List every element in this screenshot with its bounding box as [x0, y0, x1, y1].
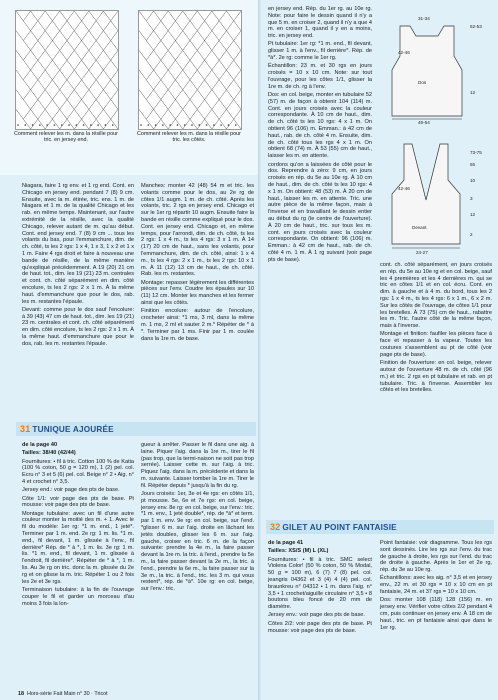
mesh-line: [154, 109, 169, 119]
mesh-line: [212, 50, 227, 60]
page-spine: [258, 0, 262, 700]
mesh-line: [168, 11, 183, 21]
stitch-dot: [235, 124, 237, 126]
text-col3-bottom: [268, 540, 372, 636]
mesh-line: [23, 80, 38, 90]
stitch-dot: [24, 124, 26, 126]
mesh-line: [168, 109, 183, 119]
mesh-diagram-left: [15, 10, 119, 130]
mesh-line: [154, 70, 169, 80]
stitch-dot: [147, 124, 149, 126]
paragraph: Dos: monter 108 (118) 128 (156) m. en jersey env. Vérifier votre côtes 2/2 pendant 4 cm, puis continuer en jersey env. À 18 cm de haut., tric. en pt fantaisie ainsi que dans le 1er rg.: [380, 597, 492, 631]
dim-label: 73-75: [470, 150, 482, 155]
mesh-line: [146, 60, 161, 70]
paragraph: Finition de l'ouverture: en col. beige, relever autour de l'ouverture 48 m. de ch. côté (96 m.) et tric. 2 rgs en pt tubulaire et rab. en pt tubulaire. Tric. à l'inverse. Assembler les côtés et les bretelles.: [380, 360, 492, 394]
mesh-diagram-right: [138, 10, 242, 130]
mesh-line: [82, 80, 97, 90]
mesh-line: [45, 11, 60, 21]
mesh-line: [226, 50, 241, 60]
mesh-line: [96, 100, 111, 110]
mesh-line: [82, 21, 97, 31]
paragraph: Terminaison tubulaire: à la fin de l'ouvrage couper le fil et garder un morceau d'au moins 3 fois la lon-: [22, 586, 134, 607]
mesh-line: [23, 41, 38, 51]
stitch-dot: [140, 124, 142, 126]
text-col4-bottom: [380, 540, 492, 633]
mesh-line: [190, 60, 205, 70]
dim-label: 2: [470, 232, 473, 237]
schematic-drawing: [378, 4, 494, 259]
mesh-line: [146, 119, 161, 129]
mesh-line: [111, 41, 118, 51]
mesh-line: [154, 31, 169, 41]
mesh-line: [96, 21, 111, 31]
paragraph: Côte 1/1: voir page des pts de base. Pt mousse: voir page des pts de base.: [22, 495, 134, 509]
mesh-line: [23, 60, 38, 70]
mesh-line: [161, 21, 176, 31]
mesh-line: [219, 41, 234, 51]
mesh-line: [103, 31, 118, 41]
section-number: 32: [270, 522, 281, 532]
mesh-line: [212, 70, 227, 80]
mesh-line: [111, 80, 118, 90]
mesh-line: [38, 119, 53, 129]
mesh-line: [175, 80, 190, 90]
mesh-line: [146, 21, 161, 31]
mesh-line: [226, 70, 241, 80]
paragraph: Finition encolure: autour de l'encolure, crocheter ainsi: *1 ms, 3 ml, dans la même m. 1 ms, 2 ml et sauter 2 m.* Répéter de * à *. Terminer par 1 ms. Finir par 1 m. coulée dans la 1re m. de base.: [141, 308, 254, 342]
mesh-line: [89, 50, 104, 60]
schematic-panel: [378, 4, 494, 259]
mesh-line: [16, 50, 31, 60]
stitch-dot: [213, 124, 215, 126]
caption-left: Comment relever les m. dans la résille pour tric. en jersey end.: [14, 131, 118, 144]
stitch-dot: [32, 124, 34, 126]
dim-label: 55: [470, 162, 476, 167]
mesh-line: [45, 31, 60, 41]
mesh-line: [89, 109, 104, 119]
mesh-line: [111, 119, 118, 129]
mesh-line: [52, 60, 67, 70]
mesh-line: [226, 109, 241, 119]
mesh-line: [146, 80, 161, 90]
text-col2-bottom: [141, 442, 254, 595]
mesh-line: [183, 109, 198, 119]
mesh-line: [139, 109, 154, 119]
publication-name: Hors-série Fait Main n° 30 · Tricot: [27, 691, 108, 697]
mesh-line: [16, 109, 31, 119]
mesh-line: [38, 60, 53, 70]
mesh-line: [31, 50, 46, 60]
mesh-line: [168, 90, 183, 100]
mesh-line: [31, 11, 46, 21]
paragraph: en jersey end. Rép. du 1er rg. au 10e rg. Note: pour faire le dessin quand il n'y a que 5 m. en croiser 2, quand il n'y a que 4 m. en croiser 1, quand il y en a moins, tric. en jersey end.: [268, 6, 372, 40]
mesh-line: [52, 100, 67, 110]
mesh-line: [89, 31, 104, 41]
mesh-line: [175, 119, 190, 129]
mesh-line: [52, 41, 67, 51]
mesh-line: [205, 100, 220, 110]
mesh-line: [168, 70, 183, 80]
ref-page: de la page 41: [268, 540, 304, 546]
paragraph: Côtes 2/2: voir page des pts de base. Pt mousse: voir page des pts de base.: [268, 620, 372, 634]
mesh-line: [197, 90, 212, 100]
mesh-line: [183, 11, 198, 21]
mesh-line: [38, 100, 53, 110]
mesh-line: [175, 100, 190, 110]
dim-label: 31-34: [418, 16, 430, 21]
stitch-dot: [198, 124, 200, 126]
mesh-line: [74, 50, 89, 60]
mesh-line: [31, 90, 46, 100]
paragraph: Échantillons: avec les aig. n° 3,5 et en jersey env., 22 m. et 30 rgs = 10 x 10 cm en pt fantaisie, 24 m. et 37 rgs = 10 x 10 cm.: [380, 575, 492, 596]
mesh-line: [111, 21, 118, 31]
mesh-line: [139, 11, 154, 21]
mesh-line: [183, 31, 198, 41]
stitch-dot: [155, 124, 157, 126]
paragraph: Fournitures: • fil à tric. Cotton 100 % de Katia (100 % coton, 50 g = 120 m), 1 (2) pel. col. Ecru n° 3 et 5 (6) pel. col. Beige n° 2 • Aig. n° 4 et crochet n° 3,5.: [22, 458, 134, 485]
paragraph: Point fantaisie: voir diagramme. Tous les rgs sont dessinés. Lire les rgs sur l'env. du trac de gauche à droite, les rgs sur l'end. du trac de droite à gauche. Après le 1er et 2e rg, rép. du 3e au 10e rg.: [380, 540, 492, 574]
mesh-line: [23, 21, 38, 31]
mesh-line: [52, 80, 67, 90]
sizes: Tailles: XS/S (M) L (XL): [268, 548, 329, 555]
mesh-line: [197, 109, 212, 119]
mesh-line: [96, 41, 111, 51]
mesh-line: [82, 41, 97, 51]
stitch-dot: [97, 124, 99, 126]
mesh-line: [52, 119, 67, 129]
text-col4: [380, 262, 492, 396]
mesh-line: [190, 41, 205, 51]
stitch-dot: [83, 124, 85, 126]
paragraph: gueur à arrêter. Passer le fil dans une aig. à laine. Piquer l'aig. dans la 1re m., tirer le fil (pas trop, que la termi-naison ne soit pas trop serrée). Laisser cette m. sur l'aig. à tric. Piquez l'aig. dans la m. précédente et dans la m. suivante. Laisser tomber la 1re m. Tirer le fil. Répéter depuis * jusqu'à la fin du rg.: [141, 442, 254, 489]
mesh-line: [60, 90, 75, 100]
paragraph: Jersey env.: voir page des pts de base.: [268, 612, 365, 619]
stitch-dot: [68, 124, 70, 126]
mesh-line: [205, 119, 220, 129]
footer: [18, 691, 108, 697]
dim-label: 42-46: [398, 50, 410, 55]
ref-page: de la page 40: [22, 442, 58, 448]
page-number: 18: [18, 691, 24, 697]
mesh-line: [161, 100, 176, 110]
paragraph: Montage et finition: faufiler les pièces face à face et repasser à la vapeur. Toutes les coutures s'assemblent au pt de côté (voir page pts de base).: [380, 331, 492, 358]
mesh-line: [16, 70, 31, 80]
stitch-dot: [184, 124, 186, 126]
mesh-line: [190, 100, 205, 110]
mesh-line: [38, 80, 53, 90]
mesh-line: [103, 90, 118, 100]
mesh-line: [23, 100, 38, 110]
stitch-dot: [39, 124, 41, 126]
mesh-line: [82, 100, 97, 110]
stitch-dot: [46, 124, 48, 126]
mesh-line: [96, 119, 111, 129]
mesh-line: [103, 70, 118, 80]
mesh-line: [139, 50, 154, 60]
mesh-line: [60, 31, 75, 41]
section-title: TUNIQUE AJOURÉE: [32, 425, 114, 434]
section-title: GILET AU POINT FANTAISIE: [282, 523, 397, 532]
mesh-line: [96, 80, 111, 90]
stitch-dot: [54, 124, 56, 126]
text-col2: [141, 183, 254, 344]
mesh-line: [190, 21, 205, 31]
mesh-line: [16, 11, 31, 21]
mesh-line: [146, 100, 161, 110]
mesh-line: [60, 109, 75, 119]
mesh-line: [161, 60, 176, 70]
stitch-dot: [228, 124, 230, 126]
mesh-line: [197, 11, 212, 21]
text-col1-bottom: [22, 442, 134, 609]
paragraph: Jours croisés: 1er, 3e et 4e rgs: en côtés 1/1, pt mousse. 5e, 6e et 7e rgs: en col. beige, jersey env. 8e rg: en col. beige, sur l'env.: tric. *1 m. env., 1 jeté double*, rép. de *à* et term. par 1 m. env. 9e rg: en col. beige, sur l'end. *glisser 6 m. sur l'aig. droite en lâchant les jetés doubles, glisser les 6 m. sur l'aig. gauche, croiser en tric. 6 m. de la façon suivante: prendre la 4e m., la faire passer devant la 1re m. la tric. à l'end., prendre la 5e m., la faire passer devant la 2e m., la tric. à l'end., prendre la 6e m., la faire passer sur la 3e m., la tric. à l'end., tric. les 3 m. qui vous restent*, rép. de *à*. 10e rg: en col. beige, sur l'env.: tric.: [141, 491, 254, 593]
mesh-line: [161, 119, 176, 129]
mesh-line: [60, 70, 75, 80]
mesh-line: [31, 109, 46, 119]
mesh-line: [16, 31, 31, 41]
paragraph: cordons qu'on a laissées de côté pour le dos. Reprendre à zéro: 9 cm, en jours croisés en rép. du 5e au 10e rg. À 10 cm de haut., dim. de ch. côté ts les 10 rgs: 4 x 1 m. On obtient: 48 (53) m. À 20 cm de haut., laisser les m. en attente. Tric. une autre pièce de la même façon, mais à l'inverse et en travaillant le dessin entier au début du rg (le centre de l'ouverture). À 20 cm de haut., tric. sur tous les m. cont. en jours croisés avec la couleur correspondante. On obtient: 96 (106) m. Emman.: à 42 cm de haut., rab. de ch. côté 4 m. 1 m. À 1 rg suivant (voir page pts de base).: [268, 161, 372, 263]
mesh-line: [45, 109, 60, 119]
mesh-line: [197, 70, 212, 80]
paragraph: Manches: monter 42 (48) 54 m et tric. les volants comme pour le dos, au 2e rg de côtes 1/1 augm. 1 m. de ch. côté. Après les volants, tric. 2 rgs en jersey end. Chicago et sur le 1er rg répartir 10 augm. Ensuite faire la bande en résille comme expliqué pour le dos. Cont. en jersey end. Chicago et, en même temps, pour l'arrondi, dim. de ch. côté, ts les 2 rgs: 1 x 4 m., ts les 4 rgs: 3 x 1 m. À 14 (17) 20 cm de haut., sans les volants, pour l'emmanchure, dim. de ch. côté, ainsi: 1 x 4 m., ts les 4 rgs: 2 x 1 m., ts les 2 rgs: 10 x 1 m. À 11 (12) 13 cm de haut., de ch. côté. Rab. les m. restantes.: [141, 183, 254, 278]
mesh-line: [38, 41, 53, 51]
stitch-dot: [169, 124, 171, 126]
mesh-line: [212, 109, 227, 119]
mesh-line: [74, 90, 89, 100]
mesh-line: [103, 11, 118, 21]
stitch-dot: [61, 124, 63, 126]
mesh-line: [219, 80, 234, 90]
mesh-line: [45, 50, 60, 60]
paragraph: Dos: en col. beige, monter en tubulaire 52 (57) m. de façon à obtenir 104 (114) m. Cont. en jours croisés avec la couleur correspondante. À 10 cm de haut., dim. de ch. côté ts les 10 rgs: 4 x 1 m. On obtient 96 (106) m. Emman.: à 42 cm de haut., rab. de ch. côté 4 m. Ensuite, dim. de ch. côté tous les rgs 4 x 1 m. On obtient 68 (74) m. À 53 (55) cm de haut., laisser les m. en attente.: [268, 92, 372, 160]
mesh-line: [67, 41, 82, 51]
mesh-line: [139, 70, 154, 80]
mesh-line: [183, 50, 198, 60]
stitch-dot: [90, 124, 92, 126]
mesh-line: [38, 21, 53, 31]
paragraph: Devant: comme pour le dos sauf l'encolure: à 39 (43) 47 cm de haut. tot., dim. les 19 (21) 23 m. centrales et cont. ch. côté séparément en dim. côté encolure, ts les 2 rgs: 2 x 1 m. À la même haut. d'emmanchure que pour le dos, rab. les m. restantes l'épaule.: [22, 306, 134, 347]
mesh-line: [168, 31, 183, 41]
mesh-line: [226, 31, 241, 41]
mesh-line: [45, 90, 60, 100]
mesh-line: [234, 21, 241, 31]
mesh-line: [67, 119, 82, 129]
stitch-dot: [112, 124, 114, 126]
mesh-line: [205, 41, 220, 51]
stitch-dot: [191, 124, 193, 126]
mesh-line: [175, 21, 190, 31]
mesh-line: [60, 50, 75, 60]
mesh-line: [16, 90, 31, 100]
paragraph: Pt tubulaire: 1er rg: *1 m. end., fil devant, glisser 1 m. à l'env., fil derrière*. Rép. de *à*. 2e rg: comme le 1er rg.: [268, 41, 372, 62]
mesh-line: [82, 60, 97, 70]
dim-label: 3: [470, 196, 473, 201]
mesh-line: [234, 80, 241, 90]
mesh-line: [52, 21, 67, 31]
mesh-line: [89, 70, 104, 80]
mesh-line: [139, 90, 154, 100]
dim-label: 24-27: [416, 250, 428, 255]
mesh-line: [89, 90, 104, 100]
paragraph: cont. ch. côté séparément, en jours croisés en rép. du 5e au 10e rg et en col. beige, sauf les 4 premières et les 4 dernières m. qui se tric en côtes 1/1 et en col. écru. Cont. en dim. à gauche et à 4 m. du bord, tous les 2 rgs: 1 x 4 m., ts les 4 rgs: 6 x 1 m., 6 x 2 m. Sur les côtés de l'ouvrage, de côtes 1/1 pour les bretelles. À 73 (75) cm de haut., rabattre les m. Tric. l'autre côté de la même façon, mais à l'inverse.: [380, 262, 492, 330]
dim-label: 49-54: [418, 120, 430, 125]
mesh-line: [183, 70, 198, 80]
sizes: Tailles: 38/40 (42/44): [22, 450, 76, 457]
mesh-line: [67, 80, 82, 90]
mesh-line: [139, 31, 154, 41]
stitch-dot: [75, 124, 77, 126]
paragraph: Niagara, faire 1 rg env. et 1 rg end. Cont. en Chicago en jersey end. pendant 7 (8) 9 cm. Ensuite, avec la m. étirée, tric. ens. 1 m. de Niagara et 1 m. de la qualité Chicago et les rab. en même temps. Maintenant, sur l'autre extrémité de la résille, avec la qualité Chicago, relever autant de m. qu'au début. Cont. end jersey end. 7 (8) 9 cm ... tous les volants du bas, pour l'emmanchure, dim. de ch. côté, ts les 2 rgs: 1 x 4, 1 x 3, 1 x 2 et 1 x 1 m. Faire 4 rgs droit et faire à nouveau une bande de résille, de la même manière qu'expliqué précédemment. A 19 (20) 21 cm de haut. tot., dim. les 19 (21) 23 m. centrales et cont. ch. côté séparément en dim. côté encolure, ts les 2 rgs: 2 x 1 m. À la même haut. d'emmanchure que pour le dos, rab. les m. restantes l'épaule.: [22, 183, 134, 305]
paragraph: Jersey end.: voir page des pts de base.: [22, 487, 120, 494]
mesh-line: [74, 70, 89, 80]
mesh-line: [234, 100, 241, 110]
mesh-line: [175, 60, 190, 70]
section-title-31: [20, 424, 114, 434]
dim-label: 52-53: [470, 24, 482, 29]
mesh-line: [74, 31, 89, 41]
mesh-line: [212, 90, 227, 100]
mesh-line: [212, 31, 227, 41]
mesh-line: [103, 50, 118, 60]
mesh-line: [234, 41, 241, 51]
caption-right: Comment relever les m. dans la résille pour tric. les côtés.: [137, 131, 241, 144]
mesh-line: [190, 119, 205, 129]
mesh-line: [219, 21, 234, 31]
paragraph: Fournitures: • fil à tric. SMC select Violena Color! (50 % coton, 50 % Modal, 50 g = 100 m), 6 (7) 7 (8) pel. col. jeangris 04362 et 3 (4) 4 (4) pel. col. braunkreu n° 04312 • 1 m. dans l'aig. n° 3,5 • 1 crochet/aiguille circulaire n° 3,5 • 8 boutons bleu foncé de 20 mm de diamètre.: [268, 556, 372, 611]
mesh-line: [111, 60, 118, 70]
mesh-line: [60, 11, 75, 21]
stitch-dot: [17, 124, 19, 126]
mesh-line: [154, 50, 169, 60]
mesh-line: [154, 11, 169, 21]
mesh-line: [111, 100, 118, 110]
mesh-line: [205, 80, 220, 90]
mesh-line: [219, 60, 234, 70]
stitch-dot: [177, 124, 179, 126]
mesh-line: [31, 70, 46, 80]
mesh-line: [234, 119, 241, 129]
mesh-line: [234, 60, 241, 70]
paragraph: Montage tubulaire: avec un fil d'une autre couleur monter la moitié des m. + 1. Avec le fil du modèle: 1er rg: *1 m. end., 1 jeté*. Terminer par 1 m. end. 2e rg: 1 m. lis. *1 m. end., fil devant, 1 m. glissée à l'env., fil derrière* Rép. de * à *, 1 m. lis. 3e rg: 1 m. lis. *1 m. end., fil devant, 1 m. glissée à l'endroit, fil derrière*. Répéter de * à *, 1 m. lis. Au 3e rg on tric. donc la m. glissée du 2e rg et on glisse la m. tric. Répéter 1 ou 2 fois les 2e et 3e rgs.: [22, 510, 134, 585]
mesh-line: [175, 41, 190, 51]
mesh-line: [219, 119, 234, 129]
mesh-line: [161, 80, 176, 90]
mesh-line: [82, 119, 97, 129]
mesh-line: [197, 50, 212, 60]
mesh-line: [226, 11, 241, 21]
mesh-line: [96, 60, 111, 70]
mesh-line: [197, 31, 212, 41]
mesh-line: [190, 80, 205, 90]
mesh-line: [226, 90, 241, 100]
section-title-32: [270, 522, 397, 532]
mesh-line: [103, 109, 118, 119]
text-col3: [268, 6, 372, 265]
mesh-line: [146, 41, 161, 51]
text-col1: [22, 183, 134, 349]
mesh-line: [183, 90, 198, 100]
mesh-line: [31, 31, 46, 41]
mesh-line: [45, 70, 60, 80]
mesh-line: [205, 21, 220, 31]
mesh-line: [168, 50, 183, 60]
mesh-line: [67, 100, 82, 110]
mesh-line: [23, 119, 38, 129]
dim-label: 10: [470, 178, 476, 183]
dim-label: 12: [470, 212, 476, 217]
mesh-line: [212, 11, 227, 21]
dim-label: 12: [470, 90, 476, 95]
mesh-line: [74, 11, 89, 21]
stitch-dot: [162, 124, 164, 126]
dim-label: 42-46: [398, 186, 410, 191]
mesh-line: [219, 100, 234, 110]
mesh-line: [154, 90, 169, 100]
paragraph: Montage: repasser légèrement les différentes pièces sur l'env. Coudre les épaules sur 10 (11) 12 cm. Monter les manches et les fermer ainsi que les côtés.: [141, 279, 254, 307]
dos-label: Dos: [418, 80, 427, 85]
mesh-line: [89, 11, 104, 21]
mesh-line: [161, 41, 176, 51]
mesh-line: [205, 60, 220, 70]
stitch-dot: [206, 124, 208, 126]
devant-label: Devant: [412, 225, 427, 230]
stitch-dot: [105, 124, 107, 126]
section-number: 31: [20, 424, 31, 434]
mesh-line: [67, 60, 82, 70]
paragraph: Échantillon: 23 m. et 30 rgs en jours croisés = 10 x 10 cm. Note: sur tout l'ouvrage, pour les côtes 1/1, glisser la 1re m. de ch. rg à l'env.: [268, 63, 372, 90]
mesh-line: [74, 109, 89, 119]
stitch-dot: [220, 124, 222, 126]
mesh-line: [67, 21, 82, 31]
